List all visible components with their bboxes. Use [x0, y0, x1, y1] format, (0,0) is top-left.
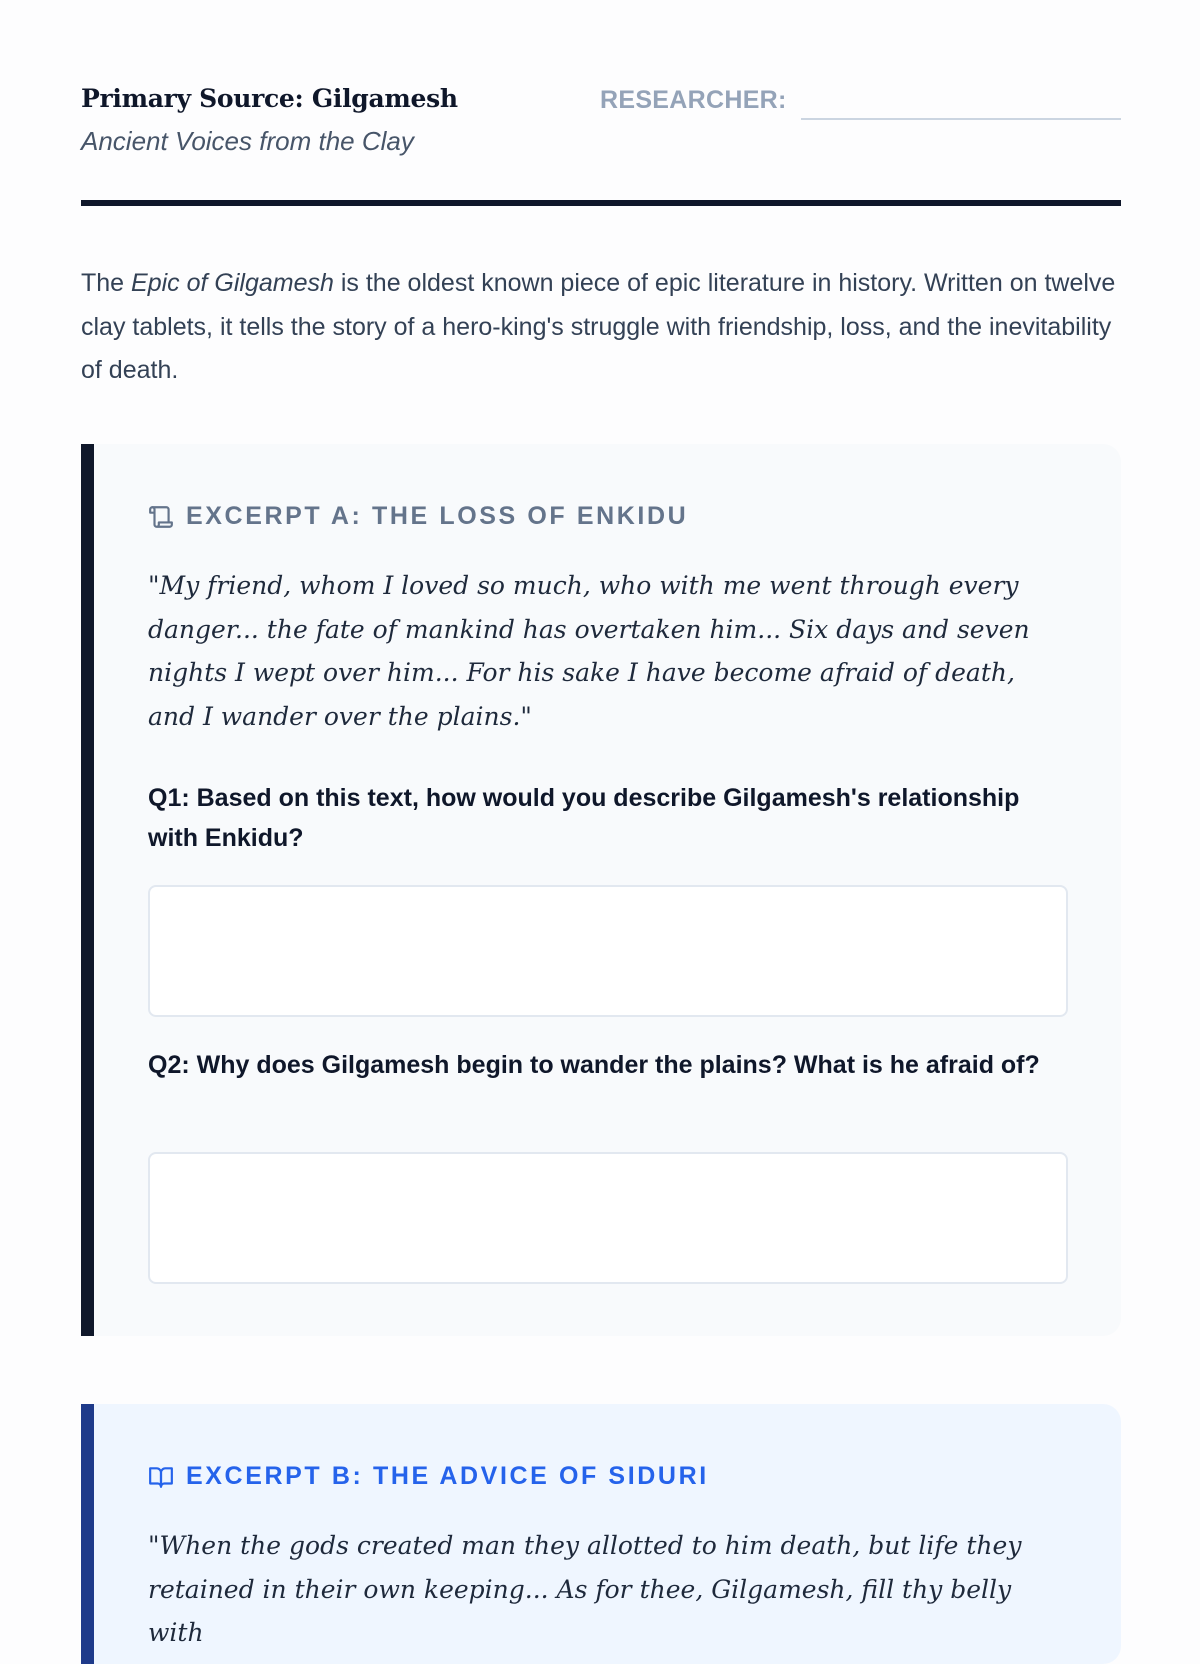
intro-emphasis: Epic of Gilgamesh: [131, 269, 334, 297]
excerpt-card-b: [81, 1404, 1121, 1664]
excerpt-a-heading: [148, 502, 688, 531]
intro-suffix: is the oldest known piece of epic literature in history. Written on twelve clay tablets, it tells the story of a hero-king's struggle with friendship, loss, and the inevitability of death.: [81, 269, 1116, 384]
question-q2-label: Q2: Why does Gilgamesh begin to wander the plains? What is he afraid of?: [148, 1051, 1040, 1079]
answer-q2-field[interactable]: [148, 1152, 1068, 1284]
book-icon: [148, 1464, 174, 1490]
excerpt-b-heading: [148, 1462, 709, 1491]
page-subtitle: Ancient Voices from the Clay: [81, 126, 414, 156]
excerpt-a-title: EXCERPT A: THE LOSS OF ENKIDU: [186, 502, 689, 530]
question-q1-label: Q1: Based on this text, how would you describe Gilgamesh's relationship with Enkidu?: [148, 784, 1020, 852]
intro-prefix: The: [81, 269, 132, 297]
excerpt-a-quote: "My friend, whom I loved so much, who with me went through every danger... the fate of mankind has overtaken him... Six days and seven nights I wept over him... For his sake I have become afraid of death, and I wander over the plains.": [148, 571, 1030, 731]
excerpt-card-a: [81, 444, 1121, 1336]
scroll-icon: [148, 504, 174, 530]
researcher-name-field[interactable]: [801, 118, 1121, 120]
intro-paragraph: [81, 262, 1121, 393]
answer-q1-field[interactable]: [148, 885, 1068, 1017]
worksheet-page: [81, 0, 1121, 1647]
excerpt-b-quote: "When the gods created man they allotted to him death, but life they retained in their own keeping... As for thee, Gilgamesh, fill thy belly with: [148, 1531, 1022, 1647]
header-divider: [81, 200, 1121, 206]
excerpt-b-title: EXCERPT B: THE ADVICE OF SIDURI: [186, 1462, 709, 1490]
worksheet-header: [81, 0, 1121, 207]
page-title: Primary Source: Gilgamesh: [81, 84, 458, 113]
researcher-label: RESEARCHER:: [600, 86, 787, 114]
